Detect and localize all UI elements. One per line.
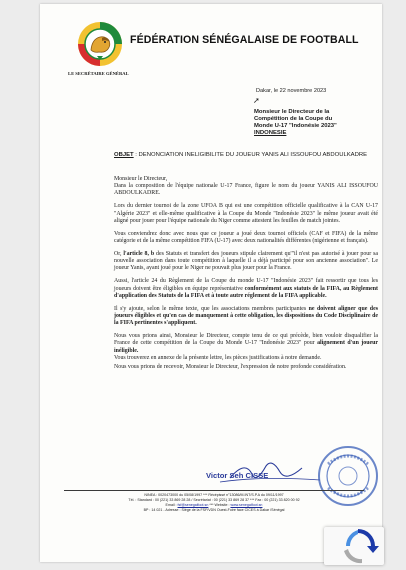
website-link[interactable]: www.senegalfoot.sn — [230, 503, 263, 507]
salutation-paragraph — [114, 176, 378, 198]
letter-object — [114, 152, 378, 160]
recaptcha-badge-icon — [324, 527, 384, 565]
letter-footer — [64, 493, 364, 513]
paragraph-4-bold: l'article 8, b — [123, 251, 155, 258]
signatory-name: Victor Seh CISSE — [206, 471, 269, 480]
paragraph-7 — [114, 333, 378, 355]
paragraph-3: Vous conviendrez donc avec nous que ce joueur a joué deux tournoi officiels (CAF et FIFA) de la même catégorie et de la même compétition FIFA (U-17) avec deux nationalités différentes (nigérienne et français). — [114, 230, 378, 245]
footer-divider — [64, 490, 364, 491]
recipient-line: Compétition de la Coupe du — [254, 116, 333, 122]
paragraph-6 — [114, 306, 378, 328]
footer-ninea: NINEA : 0020473000 du 05/08/1997 *** Récépissé n°13086/M.INT/S.P.A du 09/11/1997 — [144, 493, 284, 497]
paragraph-4-text: Or, — [114, 251, 124, 258]
recipient-line: Monde U-17 "Indonésie 2023" — [254, 123, 337, 129]
paragraph-8: Vous trouverez en annexe de la présente lettre, les pièces justifications à notre demande. — [114, 354, 322, 361]
paragraph-5-text: Aussi, l'article 24 du Règlement de la Coupe du monde U-17 "Indonésie 2023" fait ressortir que tous les joueurs doivent être éligibles en équipe représentative — [114, 278, 378, 292]
email-label: Email : — [165, 503, 178, 507]
paragraph-6-bold: ne doivent aligner que des joueurs éligibles et qu'en cas de manquement à cette obligation, les dispositions du Code Disciplinaire de la FIFA pertinentes s'appliquent. — [114, 305, 378, 327]
fsf-lion-logo — [76, 20, 124, 68]
footer-phone: Tél. : Standard : 00 (221) 33 869 28 28 / Secrétariat : 00 (221) 33 869 28 37 *** Fax : 00 (221) 33 820 00 92 — [128, 498, 300, 502]
paragraph-5 — [114, 278, 378, 300]
recipient-country: INDONESIE — [254, 130, 287, 136]
recaptcha-badge[interactable] — [324, 527, 384, 565]
recipient-line: Monsieur le Directeur de la — [254, 109, 330, 115]
recipient-block — [254, 109, 374, 137]
paragraph-2: Lors du dernier tournoi de la zone UFOA B qui est une compétition officielle qualificative à la CAN U-17 "Algérie 2023" et elle-même qualificative à la Coupe du Monde "Indonésie 2023" le même joueur avait été aligné pour jouer pour l'équipe nationale du Niger comme attestent les feuilles de match jointes. — [114, 203, 378, 224]
letter-body — [114, 176, 378, 377]
arrow-icon: ➚ — [253, 96, 260, 105]
letter-page — [40, 4, 382, 562]
email-link[interactable]: fsf@senegalfoot.sn — [177, 503, 209, 507]
federation-name: FÉDÉRATION SÉNÉGALAISE DE FOOTBALL — [130, 34, 359, 46]
object-label: OBJET — [114, 152, 134, 158]
paragraph-7-bold: alignement d'un joueur inéligible. — [114, 340, 378, 354]
object-text: : DENONCIATION INELIGIBILITE DU JOUEUR YANIS ALI ISSOUFOU ABDOULKADRE — [133, 152, 368, 158]
paragraph-6-text: Il s'y ajoute, selon le même texte, que les associations membres participantes — [114, 305, 309, 312]
paragraph-7-text: Nous vous prions ainsi, Monsieur le Directeur, compte tenu de ce qui précède, bien vouloir disqualifier la France de cette compétition de la Coupe du Monde U-17 "Indonésie 2023" pour — [114, 333, 378, 347]
paragraph-4 — [114, 251, 378, 273]
letter-date: Dakar, le 22 novembre 2023 — [256, 88, 327, 94]
paragraph-9: Nous vous prions de recevoir, Monsieur le Directeur, l'expression de notre profonde considération. — [114, 364, 347, 371]
paragraph-5-bold: conformément aux statuts de la FIFA, au Règlement d'application des Statuts de la FIFA et à toute autre réglement de la FIFA applicable. — [114, 285, 378, 299]
paragraph-4-text-end: des Statuts et transfert des joueurs stipule clairement qu'"il n'est pas autorisé à jouer pour sa nouvelle association dans toute compétition à laquelle il a déjà participé pour son ancienne association". Le joueur Yanis, ayant joué pour le Niger ne pouvait plus jouer pour la France. — [114, 251, 378, 272]
paragraph-1: Dans la composition de l'équipe nationale U-17 France, figure le nom du joueur YANIS ALI ISSOUFOU ABDOULKADRE. — [114, 183, 378, 197]
footer-address: BP : 14 021 - Adresse : Siège de la FSF/VDN Ouest-Foire face CICES à Dakar /Sénégal — [143, 508, 285, 512]
secretary-general-label: LE SECRÉTAIRE GÉNÉRAL — [68, 71, 129, 76]
salutation: Monsieur le Directeur, — [114, 176, 168, 182]
website-label: *** Website : — [208, 503, 231, 507]
